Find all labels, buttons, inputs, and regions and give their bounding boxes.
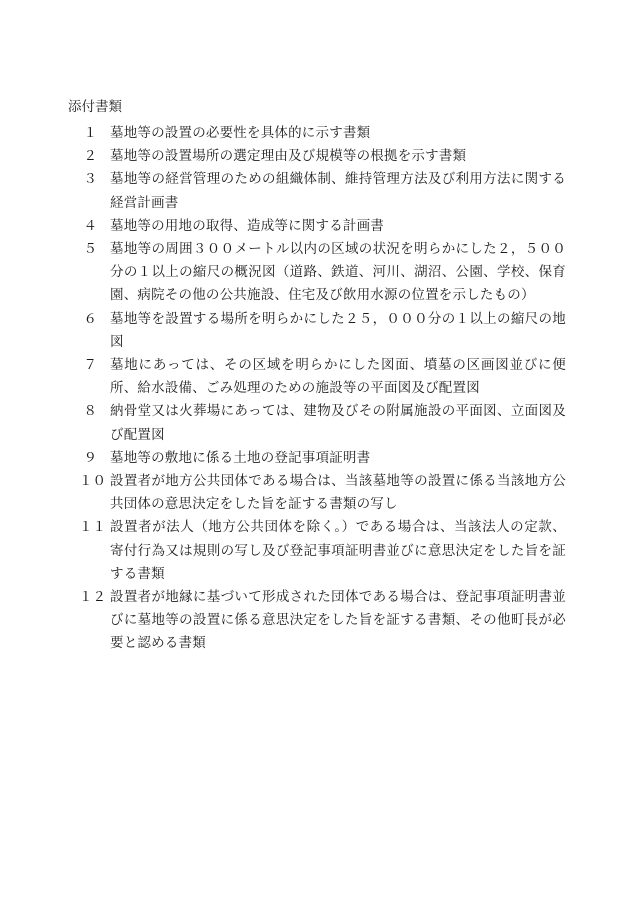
item-text: 墓地等を設置する場所を明らかにした２５，０００分の１以上の縮尺の地図 — [110, 310, 566, 350]
item-text: 設置者が地縁に基づいて形成された団体である場合は、登記事項証明書並びに墓地等の設置に係る意思決定をした旨を証する書類、その他町長が必要と認める書類 — [110, 589, 566, 652]
list-item — [66, 400, 566, 446]
list-item — [66, 470, 566, 516]
item-number: １０ — [79, 473, 106, 490]
list-item — [66, 516, 566, 586]
item-number: ９ — [83, 449, 97, 466]
list-item — [66, 308, 566, 354]
item-text: 設置者が地方公共団体である場合は、当該墓地等の設置に係る当該地方公共団体の意思決定をした旨を証する書類の写し — [110, 473, 566, 513]
item-number: ５ — [83, 241, 97, 258]
attachment-list — [66, 122, 566, 656]
list-item — [66, 586, 566, 656]
item-text: 墓地等の敷地に係る土地の登記事項証明書 — [110, 449, 371, 466]
document-title: 添付書類 — [68, 99, 122, 115]
list-item — [66, 215, 566, 238]
item-text: 設置者が法人（地方公共団体を除く。）である場合は、当該法人の定款、寄付行為又は規則の写し及び登記事項証明書並びに意思決定をした旨を証する書類 — [110, 519, 566, 582]
item-text: 墓地等の経営管理のための組織体制、維持管理方法及び利用方法に関する経営計画書 — [110, 171, 566, 211]
item-number: ４ — [83, 217, 97, 234]
item-number: ７ — [83, 357, 97, 374]
item-number: １２ — [79, 589, 106, 606]
item-number: ３ — [83, 171, 97, 188]
item-number: ８ — [83, 403, 97, 420]
list-item — [66, 168, 566, 214]
item-text: 墓地等の設置場所の選定理由及び規模等の根拠を示す書類 — [110, 148, 467, 165]
item-number: ２ — [83, 148, 97, 165]
item-text: 納骨堂又は火葬場にあっては、建物及びその附属施設の平面図、立面図及び配置図 — [110, 403, 566, 443]
item-text: 墓地等の設置の必要性を具体的に示す書類 — [110, 125, 371, 141]
item-text: 墓地等の周囲３００メートル以内の区域の状況を明らかにした２，５００分の１以上の縮尺の概況図（道路、鉄道、河川、湖沼、公園、学校、保育園、病院その他の公共施設、住宅及び飲用水源の位置を示したもの） — [110, 241, 566, 304]
item-text: 墓地等の用地の取得、造成等に関する計画書 — [110, 217, 384, 234]
list-item — [66, 145, 566, 168]
list-item — [66, 354, 566, 400]
list-item — [66, 447, 566, 470]
item-number: １１ — [79, 519, 106, 536]
item-number: １ — [83, 125, 97, 141]
item-number: ６ — [83, 310, 97, 327]
item-text: 墓地にあっては、その区域を明らかにした図面、墳墓の区画図並びに便所、給水設備、ごみ処理のための施設等の平面図及び配置図 — [110, 357, 566, 397]
list-item — [66, 238, 566, 308]
list-item — [66, 122, 566, 145]
